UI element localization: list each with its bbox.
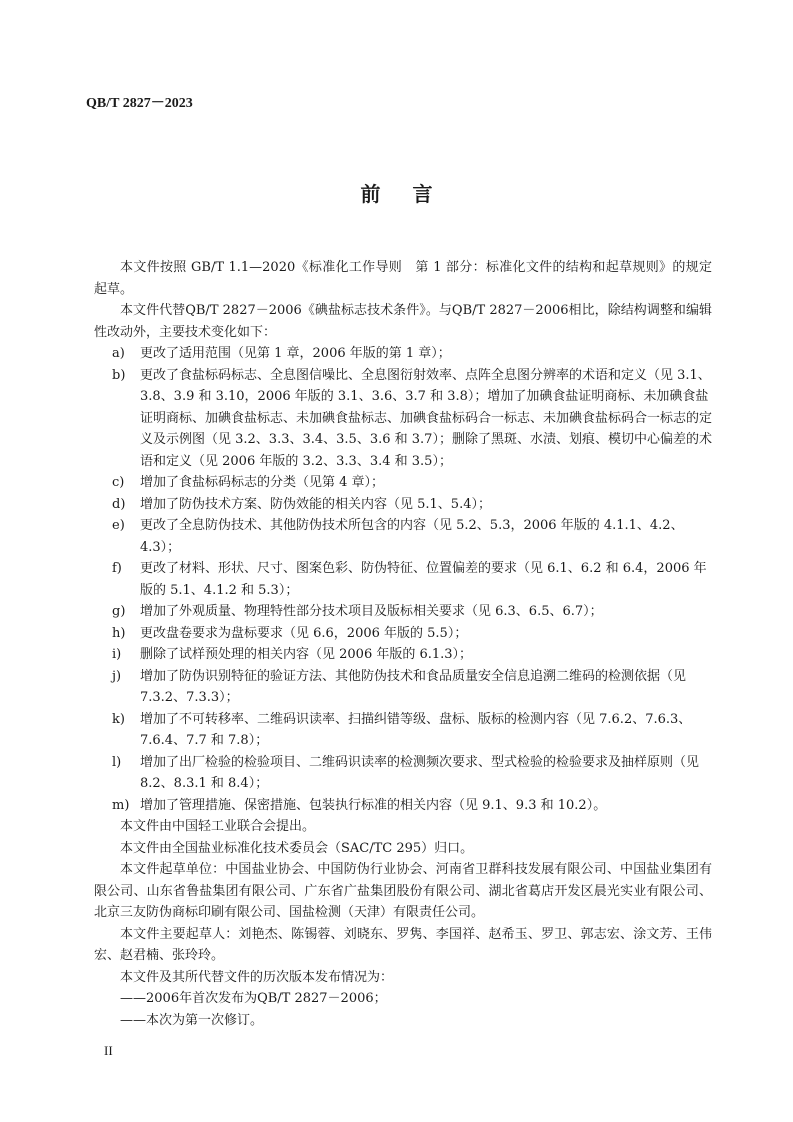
closing-paragraph: 本文件由中国轻工业联合会提出。 (120, 819, 316, 834)
change-item (94, 558, 712, 601)
change-text: 更改了材料、形状、尺寸、图案色彩、防伪特征、位置偏差的要求（见 6.1、6.2 和 6.4，2006 年版的 5.1、4.1.2 和 5.3）； (140, 561, 707, 598)
change-label: f) (112, 561, 122, 576)
foreword-body (94, 257, 712, 1031)
change-item (94, 644, 712, 666)
closing-paragraph: 本文件由全国盐业标准化技术委员会（SAC/TC 295）归口。 (120, 840, 474, 856)
history-line: ——2006年首次发布为QB/T 2827－2006； (120, 991, 387, 1006)
change-item (94, 515, 712, 558)
change-label: a) (112, 346, 125, 361)
change-item (94, 601, 712, 623)
change-item (94, 365, 712, 473)
change-label: h) (112, 625, 126, 641)
page-title: 前言 (360, 182, 465, 206)
change-item (94, 623, 712, 645)
closing-paragraph: 本文件主要起草人：刘艳杰、陈锡蓉、刘晓东、罗隽、李国祥、赵希玉、罗卫、郭志宏、涂文芳、王伟宏、赵君楠、张玲玲。 (94, 926, 712, 963)
change-text: 增加了防伪识别特征的验证方法、其他防伪技术和食品质量安全信息追溯二维码的检测依据（见 7.3.2、7.3.3）； (140, 668, 687, 705)
change-label: k) (112, 711, 125, 727)
change-text: 增加了出厂检验的检验项目、二维码识读率的检测频次要求、型式检验的检验要求及抽样原则（见 8.2、8.3.1 和 8.4）； (140, 754, 700, 791)
change-text: 更改了全息防伪技术、其他防伪技术所包含的内容（见 5.2、5.3，2006 年版的 4.1.1、4.2、4.3）； (140, 518, 684, 555)
change-item (94, 472, 712, 494)
change-label: b) (112, 367, 126, 383)
closing-paragraph: 本文件及其所代替文件的历次版本发布情况为： (120, 969, 394, 985)
change-text: 更改了食盐标码标志、全息图信噪比、全息图衍射效率、点阵全息图分辨率的术语和定义（见 3.1、3.8、3.9 和 3.10，2006 年版的 3.1、3.6、3.7 和 3.8）；增加了加碘食盐证明商标、未加碘食盐证明商标、加碘食盐标志、未加碘食盐标志、加碘食盐标码合一标志、未加碘食盐标码合一标志的定义及示例图（见 3.2、3.3、3.4、3.5、3.6 和 3.7）；删除了黑斑、水渍、划痕、模切中心偏差的术语和定义（见 2006 年版的 3.2、3.3、3.4 和 3.5）； (140, 367, 713, 469)
change-label: j) (112, 668, 122, 684)
change-text: 增加了防伪技术方案、防伪效能的相关内容（见 5.1、5.4）； (140, 496, 491, 512)
change-text: 删除了试样预处理的相关内容（见 2006 年版的 6.1.3）； (140, 647, 473, 662)
change-label: e) (112, 518, 125, 533)
change-text: 更改了适用范围（见第 1 章，2006 年版的第 1 章）； (140, 346, 451, 361)
change-item (94, 709, 712, 752)
change-item (94, 752, 712, 795)
change-item (94, 343, 712, 365)
change-label: g) (112, 604, 126, 619)
change-item (94, 666, 712, 709)
closing-paragraph: 本文件起草单位：中国盐业协会、中国防伪行业协会、河南省卫群科技发展有限公司、中国盐业集团有限公司、山东省鲁盐集团有限公司、广东省广盐集团股份有限公司、湖北省葛店开发区晨光实业有限公司、北京三友防伪商标印刷有限公司、国盐检测（天津）有限责任公司。 (94, 862, 712, 920)
change-label: d) (112, 496, 126, 512)
change-item (94, 795, 712, 817)
history-line: ——本次为第一次修订。 (120, 1012, 264, 1028)
change-text: 增加了不可转移率、二维码识读率、扫描纠错等级、盘标、版标的检测内容（见 7.6.2、7.6.3、7.6.4、7.7 和 7.8）； (140, 711, 692, 748)
change-label: l) (112, 754, 122, 770)
change-item (94, 494, 712, 516)
change-text: 增加了外观质量、物理特性部分技术项目及版标相关要求（见 6.3、6.5、6.7）； (140, 604, 603, 619)
change-label: m) (112, 797, 130, 813)
intro-paragraph: 本文件代替QB/T 2827－2006《碘盐标志技术条件》。与QB/T 2827－2006相比，除结构调整和编辑性改动外，主要技术变化如下： (94, 303, 712, 340)
change-label: i) (112, 647, 122, 662)
intro-paragraph: 本文件按照 GB/T 1.1—2020《标准化工作导则 第 1 部分：标准化文件的结构和起草规则》的规定起草。 (94, 260, 712, 297)
change-label: c) (112, 475, 125, 490)
change-text: 增加了食盐标码标志的分类（见第 4 章）； (140, 475, 385, 490)
standard-code: QB/T 2827－2023 (86, 96, 193, 111)
change-text: 增加了管理措施、保密措施、包装执行标准的相关内容（见 9.1、9.3 和 10.2）。 (140, 797, 607, 813)
change-text: 更改盘卷要求为盘标要求（见 6.6，2006 年版的 5.5）； (140, 625, 468, 641)
page-number: II (104, 1043, 113, 1058)
